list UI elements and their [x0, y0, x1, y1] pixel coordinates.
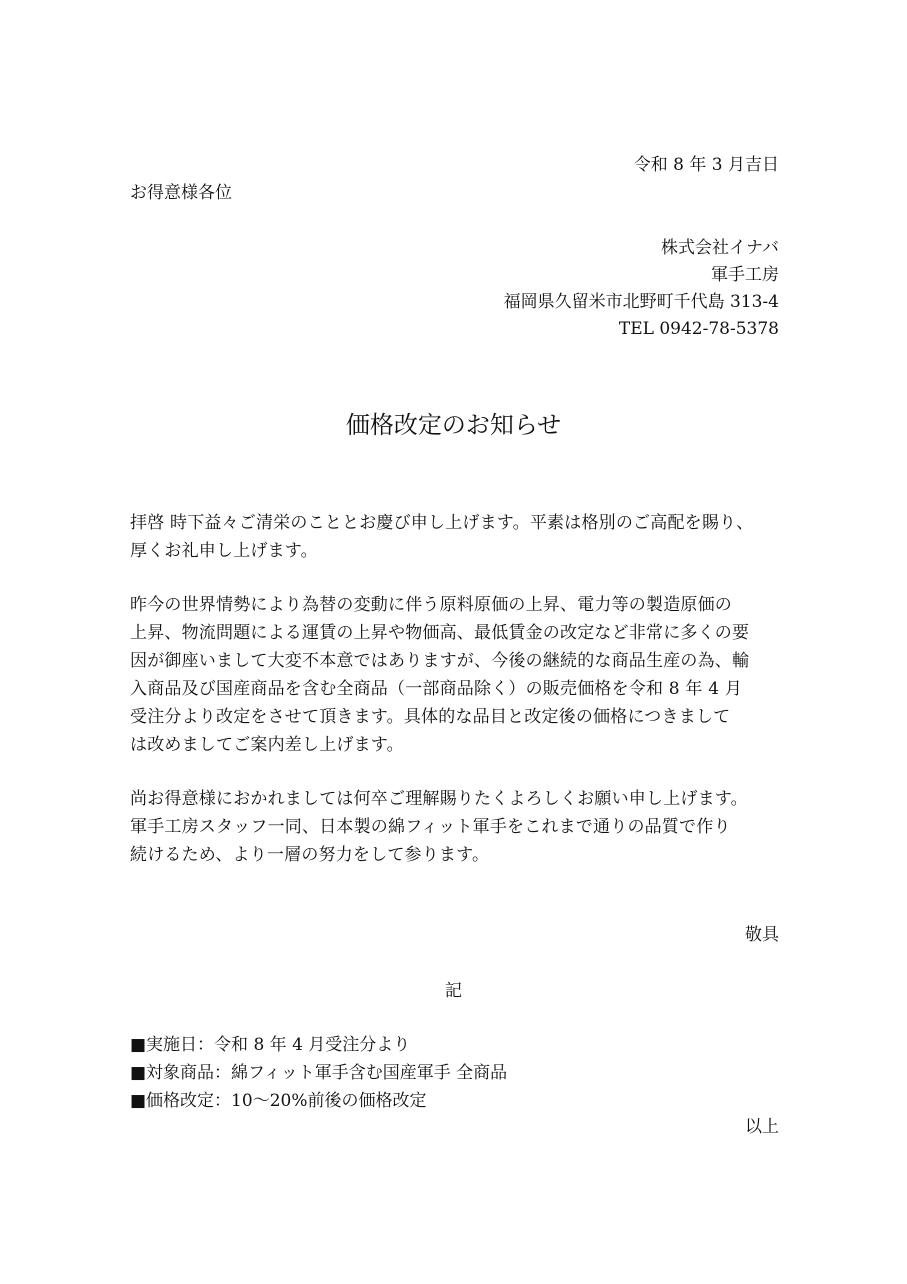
- closing-word: 敬具: [745, 925, 779, 945]
- notes-item-price-change: ■価格改定：10〜20%前後の価格改定: [130, 1091, 427, 1111]
- paragraph-line: 続けるため、より一層の努力をして参ります。: [130, 845, 490, 865]
- paragraph-line: 昨今の世界情勢により為替の変動に伴う原料原価の上昇、電力等の製造原価の: [130, 595, 732, 615]
- sender-address: 福岡県久留米市北野町千代島 313-4: [503, 292, 779, 312]
- notes-list: [130, 1031, 507, 1115]
- request-paragraph: [130, 785, 780, 869]
- document-date: 令和 8 年 3 月吉日: [633, 155, 779, 175]
- paragraph-line: 厚くお礼申し上げます。: [130, 541, 318, 561]
- notes-end: 以上: [745, 1117, 779, 1137]
- notes-item-effective-date: ■実施日：令和 8 年 4 月受注分より: [130, 1035, 411, 1055]
- sender-division: 軍手工房: [711, 265, 779, 285]
- document-title: 価格改定のお知らせ: [345, 411, 562, 439]
- recipient-line: お得意様各位: [130, 183, 232, 203]
- paragraph-line: 入商品及び国産商品を含む全商品（一部商品除く）の販売価格を令和 8 年 4 月: [130, 679, 743, 699]
- notes-heading: 記: [445, 981, 462, 1001]
- notes-item-target-products: ■対象商品：綿フィット軍手含む国産軍手 全商品: [130, 1063, 508, 1083]
- paragraph-line: 尚お得意様におかれましては何卒ご理解賜りたくよろしくお願い申し上げます。: [130, 789, 748, 809]
- paragraph-line: 上昇、物流問題による運賃の上昇や物価高、最低賃金の改定など非常に多くの要: [130, 623, 750, 643]
- reason-paragraph: [130, 591, 780, 759]
- paragraph-line: 軍手工房スタッフ一同、日本製の綿フィット軍手をこれまで通りの品質で作り: [130, 817, 731, 837]
- sender-phone: TEL 0942-78-5378: [618, 319, 779, 339]
- paragraph-line: 受注分より改定をさせて頂きます。具体的な品目と改定後の価格につきまして: [130, 707, 731, 727]
- sender-company: 株式会社イナバ: [661, 238, 779, 258]
- paragraph-line: 拝啓 時下益々ご清栄のこととお慶び申し上げます。平素は格別のご高配を賜り、: [130, 513, 754, 533]
- paragraph-line: は改めましてご案内差し上げます。: [130, 735, 404, 755]
- paragraph-line: 因が御座いまして大変不本意ではありますが、今後の継続的な商品生産の為、輸: [130, 651, 750, 671]
- greeting-paragraph: [130, 509, 780, 565]
